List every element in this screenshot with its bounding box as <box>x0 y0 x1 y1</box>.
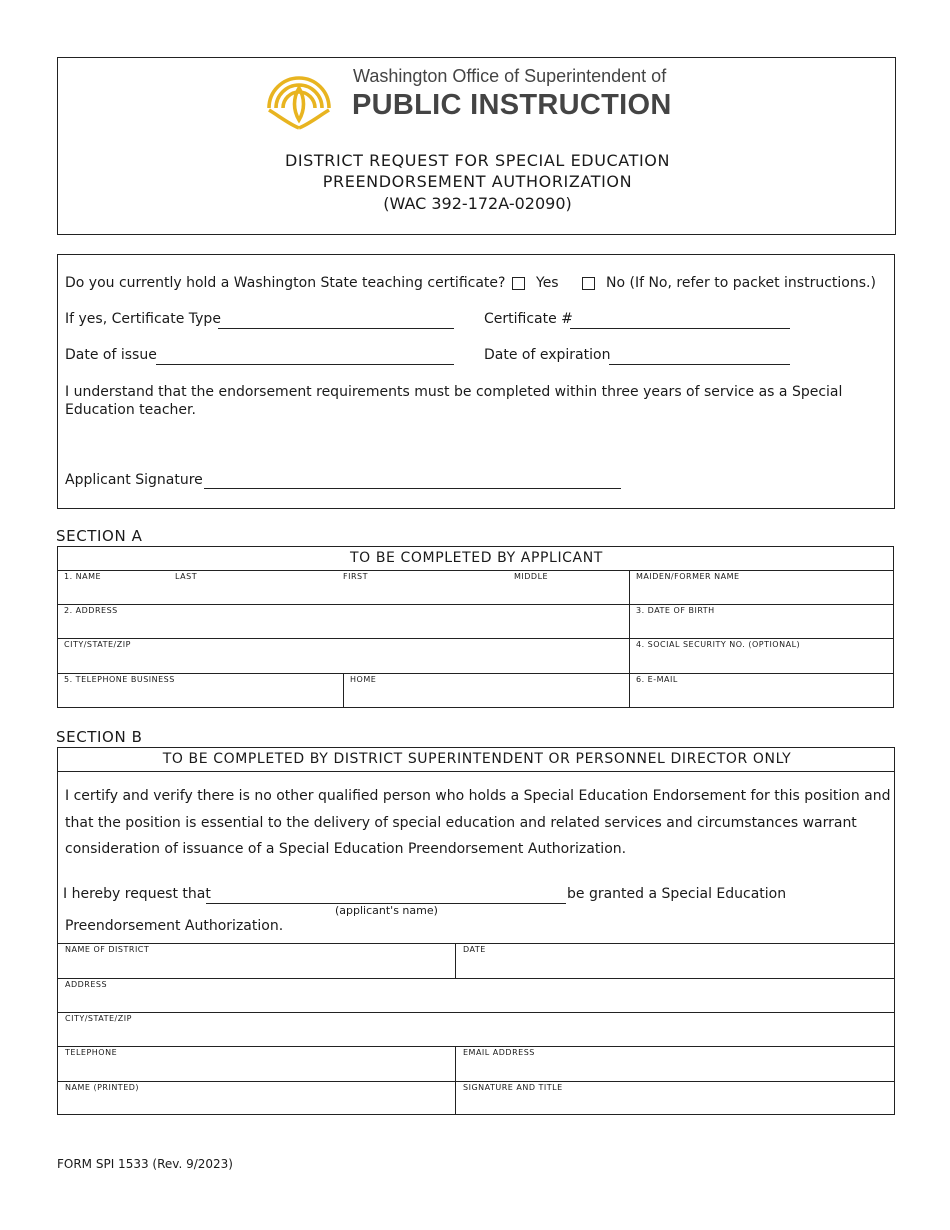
logo-arc-inner <box>283 92 315 108</box>
ospi-logo <box>263 58 335 132</box>
district-name-label: NAME OF DISTRICT <box>65 945 150 954</box>
certify-statement-line2: that the position is essential to the delivery of special education and related services and circumstances warrant <box>65 815 857 831</box>
certificate-question: Do you currently hold a Washington State teaching certificate? <box>65 275 506 291</box>
certificate-type-label: If yes, Certificate Type <box>65 311 221 327</box>
section-b-header: TO BE COMPLETED BY DISTRICT SUPERINTENDENT OR PERSONNEL DIRECTOR ONLY <box>162 751 792 767</box>
section-a-header: TO BE COMPLETED BY APPLICANT <box>350 550 603 566</box>
district-email-field[interactable] <box>455 1046 895 1081</box>
header-box <box>57 57 896 235</box>
address-label: 2. ADDRESS <box>64 606 118 615</box>
email-label: 6. E-MAIL <box>636 675 678 684</box>
district-telephone-label: TELEPHONE <box>65 1048 118 1057</box>
section-b-table <box>57 747 895 1115</box>
city-state-zip-field[interactable] <box>58 638 629 673</box>
business-telephone-field[interactable] <box>58 673 343 708</box>
signature-title-label: SIGNATURE AND TITLE <box>463 1083 563 1092</box>
ssn-field[interactable] <box>629 638 894 673</box>
last-name-label: LAST <box>175 572 198 581</box>
request-line2: Preendorsement Authorization. <box>65 918 284 934</box>
org-name-line1: Washington Office of Superintendent of <box>353 66 667 86</box>
date-of-expiration-field[interactable] <box>609 364 790 365</box>
district-email-label: EMAIL ADDRESS <box>463 1048 535 1057</box>
signature-title-field[interactable] <box>455 1081 895 1115</box>
endorsement-statement-line1: I understand that the endorsement requirements must be completed within three years of service as a Special <box>65 384 843 400</box>
printed-name-label: NAME (PRINTED) <box>65 1083 140 1092</box>
endorsement-statement-line2: Education teacher. <box>65 402 196 418</box>
district-telephone-field[interactable] <box>58 1046 455 1081</box>
no-label: No (If No, refer to packet instructions.) <box>606 275 876 291</box>
applicant-name-caption: (applicant's name) <box>335 904 438 917</box>
first-name-label: FIRST <box>343 572 368 581</box>
org-name-line2: PUBLIC INSTRUCTION <box>352 89 672 121</box>
date-of-issue-label: Date of issue <box>65 347 157 363</box>
certificate-type-field[interactable] <box>218 328 454 329</box>
district-date-label: DATE <box>463 945 486 954</box>
home-telephone-field[interactable] <box>343 673 629 708</box>
yes-checkbox[interactable] <box>512 277 525 290</box>
section-a-title: SECTION A <box>56 527 143 545</box>
district-name-field[interactable] <box>58 943 455 978</box>
section-b-divider <box>58 771 895 772</box>
certify-statement-line1: I certify and verify there is no other qualified person who holds a Special Education Endorsement for this position and <box>65 788 891 804</box>
section-a-table <box>57 546 894 708</box>
address-field[interactable] <box>58 604 629 638</box>
district-city-label: CITY/STATE/ZIP <box>65 1014 132 1023</box>
form-title-line2: PREENDORSEMENT AUTHORIZATION <box>322 172 633 191</box>
middle-name-label: MIDDLE <box>514 572 549 581</box>
home-telephone-label: HOME <box>350 675 377 684</box>
district-address-label: ADDRESS <box>65 980 108 989</box>
maiden-name-field[interactable] <box>629 570 894 604</box>
date-of-expiration-label: Date of expiration <box>484 347 611 363</box>
form-id: FORM SPI 1533 (Rev. 9/2023) <box>57 1157 233 1171</box>
date-of-birth-field[interactable] <box>629 604 894 638</box>
applicant-signature-label: Applicant Signature <box>65 472 203 488</box>
business-telephone-label: 5. TELEPHONE BUSINESS <box>64 675 175 684</box>
applicant-signature-field[interactable] <box>204 488 621 489</box>
name-label: 1. NAME <box>64 572 102 581</box>
name-field[interactable] <box>58 570 629 604</box>
certificate-number-label: Certificate # <box>484 311 573 327</box>
certificate-number-field[interactable] <box>570 328 790 329</box>
district-date-field[interactable] <box>455 943 895 978</box>
form-title-line1: DISTRICT REQUEST FOR SPECIAL EDUCATION <box>284 151 671 170</box>
certify-statement-line3: consideration of issuance of a Special Education Preendorsement Authorization. <box>65 841 627 857</box>
date-of-issue-field[interactable] <box>156 364 454 365</box>
printed-name-field[interactable] <box>58 1081 455 1115</box>
request-prefix: I hereby request that <box>63 886 211 902</box>
email-field[interactable] <box>629 673 894 708</box>
district-address-field[interactable] <box>58 978 895 1012</box>
maiden-name-label: MAIDEN/FORMER NAME <box>636 572 740 581</box>
form-title-wac: (WAC 392-172A-02090) <box>383 194 572 213</box>
district-city-field[interactable] <box>58 1012 895 1046</box>
request-suffix: be granted a Special Education <box>567 886 787 902</box>
ssn-label: 4. SOCIAL SECURITY NO. (OPTIONAL) <box>636 640 801 649</box>
certificate-box <box>57 254 895 509</box>
no-checkbox[interactable] <box>582 277 595 290</box>
city-state-zip-label: CITY/STATE/ZIP <box>64 640 131 649</box>
section-b-title: SECTION B <box>56 728 143 746</box>
yes-label: Yes <box>536 275 559 291</box>
date-of-birth-label: 3. DATE OF BIRTH <box>636 606 715 615</box>
